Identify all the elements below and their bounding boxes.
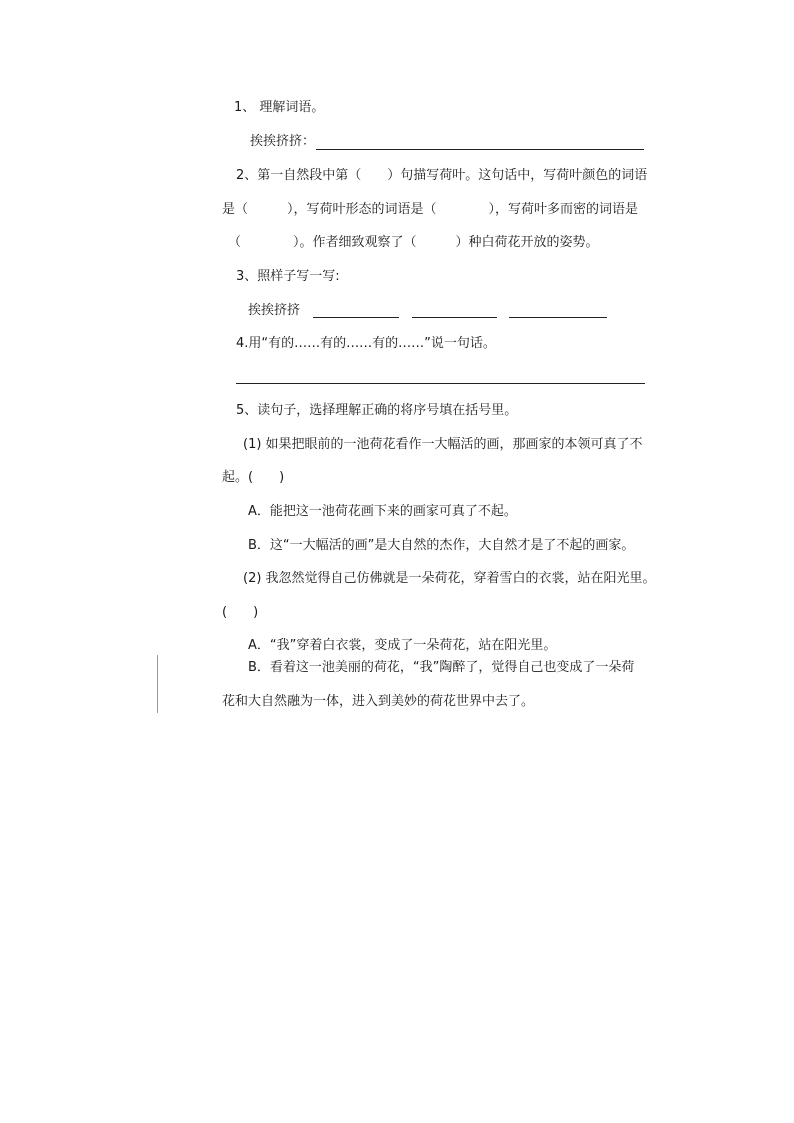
q5-s1-line2: 起。( ) — [222, 470, 285, 485]
q5-s2-option-b-line2: 花和大自然融为一体，进入到美妙的荷花世界中去了。 — [222, 694, 535, 709]
q2-line1: 2、第一自然段中第（ ）句描写荷叶。这句话中，写荷叶颜色的词语 — [236, 168, 648, 183]
margin-divider — [157, 655, 158, 713]
q4-answer-line[interactable] — [236, 383, 645, 384]
q5-s1-line1: (1) 如果把眼前的一池荷花看作一大幅活的画，那画家的本领可真了不 — [243, 437, 643, 452]
q1-title: 1、 理解词语。 — [234, 100, 325, 115]
q2-line2: 是（ ），写荷叶形态的词语是（ ），写荷叶多而密的词语是 — [222, 202, 639, 217]
q3-answer-line-3[interactable] — [509, 317, 607, 318]
q2-line3: （ ）。作者细致观察了（ ）种白荷花开放的姿势。 — [228, 235, 599, 250]
q1-term: 挨挨挤挤： — [250, 134, 316, 149]
q5-s1-option-b: B．这“一大幅活的画”是大自然的杰作，大自然才是了不起的画家。 — [248, 538, 635, 553]
q3-title: 3、照样子写一写: — [236, 269, 340, 284]
q5-s2-option-a: A．“我”穿着白衣裳，变成了一朵荷花，站在阳光里。 — [248, 638, 557, 653]
q5-s2-option-b-line1: B．看着这一池美丽的荷花，“我”陶醉了，觉得自己也变成了一朵荷 — [248, 660, 635, 675]
q4-title: 4.用“有的……有的……有的……”说一句话。 — [236, 336, 496, 351]
q5-s2-line1: (2) 我忽然觉得自己仿佛就是一朵荷花，穿着雪白的衣裳，站在阳光里。 — [243, 571, 656, 586]
q5-s2-line2: ( ) — [222, 605, 259, 620]
q3-example: 挨挨挤挤 — [248, 303, 301, 318]
q3-answer-line-1[interactable] — [313, 317, 399, 318]
q3-answer-line-2[interactable] — [412, 317, 497, 318]
q1-answer-line[interactable] — [316, 149, 644, 150]
q5-s1-option-a: A．能把这一池荷花画下来的画家可真了不起。 — [248, 504, 517, 519]
q5-title: 5、读句子，选择理解正确的将序号填在括号里。 — [236, 403, 518, 418]
